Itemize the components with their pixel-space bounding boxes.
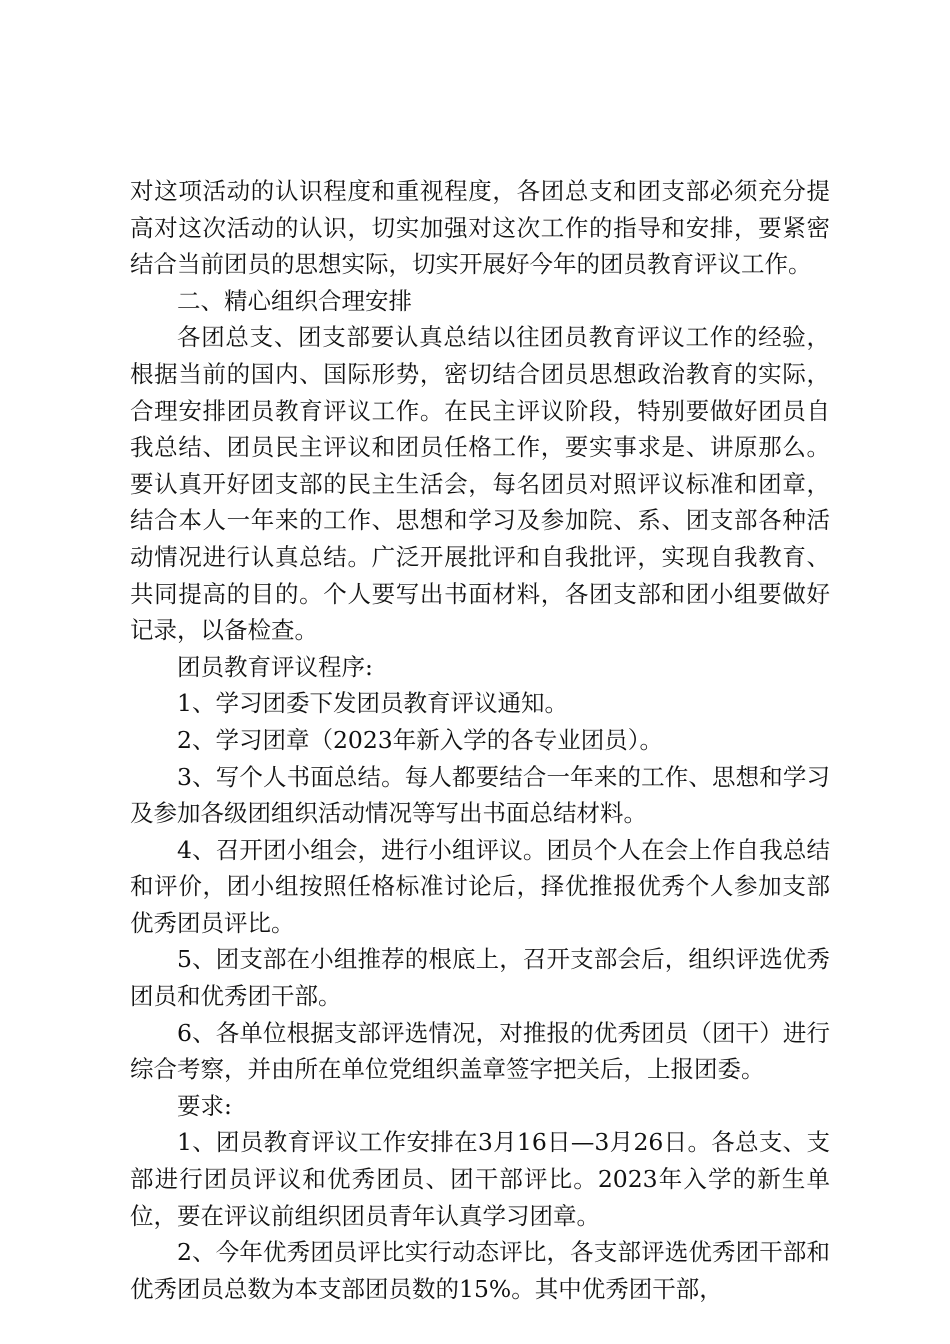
paragraph-arrangement: 各团总支、团支部要认真总结以往团员教育评议工作的经验，根据当前的国内、国际形势，密切结合团员思想政治教育的实际，合理安排团员教育评议工作。在民主评议阶段，特别要做好团员自我总结、团员民主评议和团员任格工作，要实事求是、讲原那么。要认真开好团支部的民主生活会，每名团员对照评议标准和团章，结合本人一年来的工作、思想和学习及参加院、系、团支部各种活动情况进行认真总结。广泛开展批评和自我批评，实现自我教育、共同提高的目的。个人要写出书面材料，各团支部和团小组要做好记录，以备检查。 xyxy=(130,323,830,645)
paragraph-intro: 对这项活动的认识程度和重视程度，各团总支和团支部必须充分提高对这次活动的认识，切实加强对这次工作的指导和安排，要紧密结合当前团员的思想实际，切实开展好今年的团员教育评议工作。 xyxy=(130,177,830,279)
procedure-step-5: 5、团支部在小组推荐的根底上，召开支部会后，组织评选优秀团员和优秀团干部。 xyxy=(130,945,830,1011)
procedure-heading: 团员教育评议程序: xyxy=(177,652,373,681)
procedure-step-1: 1、学习团委下发团员教育评议通知。 xyxy=(177,689,568,718)
document-body xyxy=(130,173,830,1307)
requirement-1: 1、团员教育评议工作安排在3月16日—3月26日。各总支、支部进行团员评议和优秀团员、团干部评比。2023年入学的新生单位，要在评议前组织团员青年认真学习团章。 xyxy=(130,1128,830,1230)
procedure-step-2: 2、学习团章（2023年新入学的各专业团员）。 xyxy=(177,725,664,754)
requirement-2: 2、今年优秀团员评比实行动态评比，各支部评选优秀团干部和优秀团员总数为本支部团员数的15%。其中优秀团干部， xyxy=(130,1238,830,1303)
procedure-step-6: 6、各单位根据支部评选情况，对推报的优秀团员（团干）进行综合考察，并由所在单位党组织盖章签字把关后，上报团委。 xyxy=(130,1018,830,1084)
procedure-step-3: 3、写个人书面总结。每人都要结合一年来的工作、思想和学习及参加各级团组织活动情况等写出书面总结材料。 xyxy=(130,762,830,828)
procedure-step-4: 4、召开团小组会，进行小组评议。团员个人在会上作自我总结和评价，团小组按照任格标准讨论后，择优推报优秀个人参加支部优秀团员评比。 xyxy=(130,835,830,937)
section-heading-2: 二、精心组织合理安排 xyxy=(177,286,412,315)
requirements-heading: 要求: xyxy=(177,1091,232,1120)
